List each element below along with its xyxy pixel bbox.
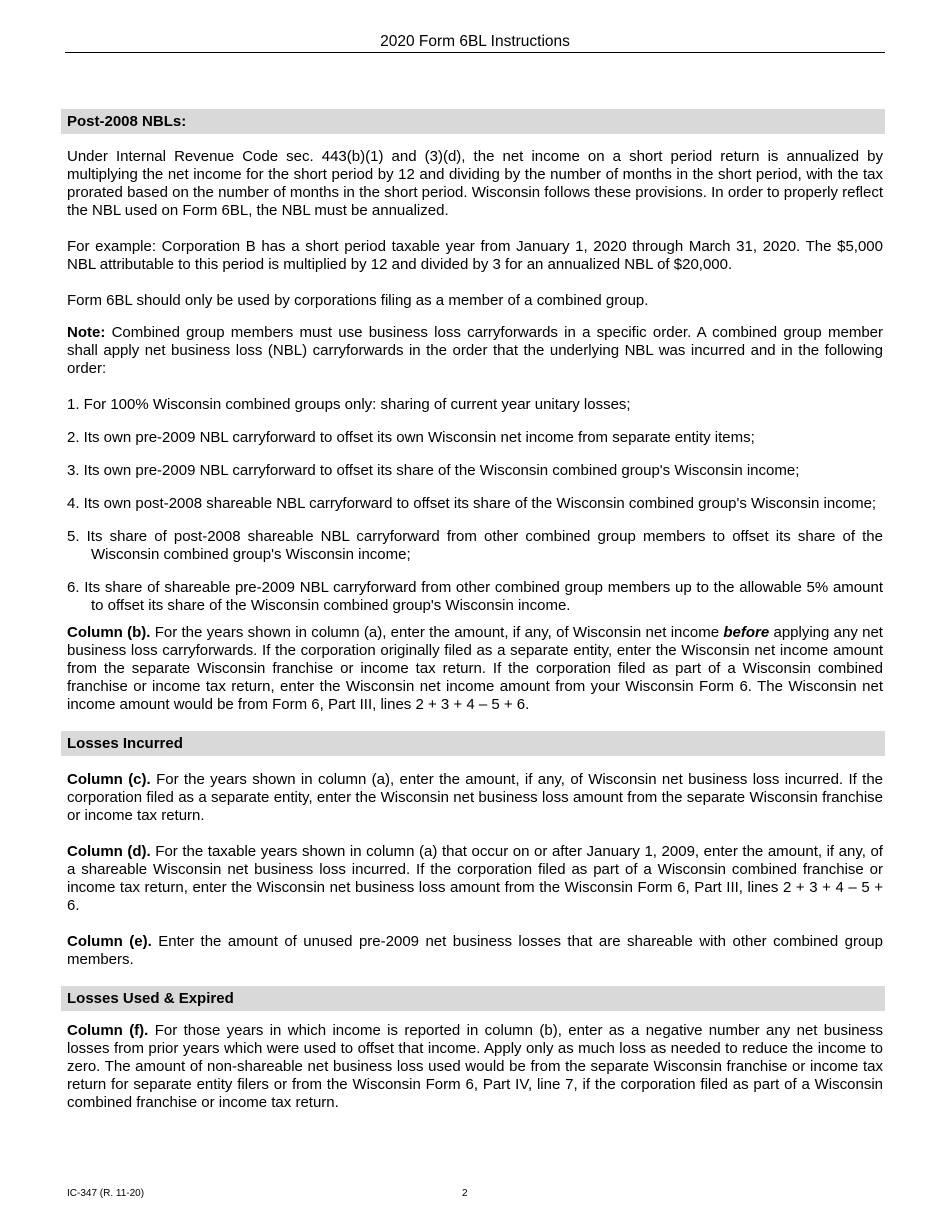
- page-header-title: 2020 Form 6BL Instructions: [380, 33, 570, 50]
- header-divider: [65, 52, 885, 53]
- list-item: 2. Its own pre-2009 NBL carryforward to offset its own Wisconsin net income from separate entity items;: [67, 429, 755, 446]
- note-paragraph: [61, 324, 885, 378]
- column-d-label: Column (d).: [67, 843, 151, 860]
- column-b-text-cont: applying any net business loss carryforwards. If the corporation originally filed as a separate entity, enter the Wisconsin net income amount from the separate Wisconsin franchise or income tax return. If the corporation filed as part of a Wisconsin combined franchise or income tax return, enter the Wisconsin net income amount from your Wisconsin Form 6. The Wisconsin net income amount would be from Form 6, Part III, lines 2 + 3 + 4 – 5 + 6.: [67, 624, 883, 713]
- column-b-emphasis: before: [723, 624, 770, 641]
- column-b-text: For the years shown in column (a), enter the amount, if any, of Wisconsin net income: [150, 624, 724, 641]
- column-e-text: Enter the amount of unused pre-2009 net business losses that are shareable with other combined group members.: [67, 933, 883, 968]
- short-period-paragraph: Under Internal Revenue Code sec. 443(b)(1) and (3)(d), the net income on a short period return is annualized by multiplying the net income for the short period by 12 and dividing by the number of months in the short period, with the tax prorated based on the number of months in the short period. Wisconsin follows these provisions. In order to properly reflect the NBL used on Form 6BL, the NBL must be annualized.: [67, 148, 883, 219]
- page-number: 2: [462, 1188, 468, 1199]
- form-number: IC-347 (R. 11-20): [67, 1188, 145, 1199]
- example-paragraph: For example: Corporation B has a short period taxable year from January 1, 2020 through March 31, 2020. The $5,000 NBL attributable to this period is multiplied by 12 and divided by 3 for an annualized NBL of $20,000.: [67, 238, 883, 273]
- instructions-body: [61, 109, 885, 1112]
- list-item: 4. Its own post-2008 shareable NBL carryforward to offset its share of the Wisconsin combined group's Wisconsin income;: [67, 495, 877, 512]
- column-c-text: For the years shown in column (a), enter the amount, if any, of Wisconsin net business loss incurred. If the corporation filed as a separate entity, enter the Wisconsin net business loss amount from the separate Wisconsin franchise or income tax return.: [67, 771, 884, 824]
- list-item: 6. Its share of shareable pre-2009 NBL carryforward from other combined group members up to the allowable 5% amount to offset its share of the Wisconsin combined group's Wisconsin income.: [67, 579, 883, 614]
- section-heading-losses-used: Losses Used & Expired: [61, 986, 885, 1011]
- column-f-paragraph: [61, 1022, 885, 1112]
- column-b-paragraph: [61, 624, 885, 714]
- section-heading-post2008: Post-2008 NBLs:: [61, 109, 885, 134]
- column-f-label: Column (f).: [67, 1022, 149, 1039]
- section-heading-losses-incurred: Losses Incurred: [61, 731, 885, 756]
- list-item: 1. For 100% Wisconsin combined groups only: sharing of current year unitary losses;: [67, 396, 631, 413]
- note-text: Combined group members must use business loss carryforwards in a specific order. A combined group member shall apply net business loss (NBL) carryforwards in the order that the underlying NBL was incurred and in the following order:: [67, 324, 883, 377]
- combined-group-paragraph: Form 6BL should only be used by corporations filing as a member of a combined group.: [67, 292, 649, 309]
- note-label: Note:: [67, 324, 106, 341]
- column-f-text: For those years in which income is reported in column (b), enter as a negative number any net business losses from prior years which were used to offset that income. Apply only as much loss as needed to reduce the income to zero. The amount of non-shareable net business loss used would be from the separate Wisconsin franchise or income tax return for separate entity filers or from the Wisconsin Form 6, Part IV, line 7, if the corporation filed as part of a Wisconsin combined franchise or income tax return.: [67, 1022, 883, 1111]
- list-item: 3. Its own pre-2009 NBL carryforward to offset its share of the Wisconsin combined group's Wisconsin income;: [67, 462, 800, 479]
- column-e-paragraph: [61, 933, 885, 969]
- column-c-label: Column (c).: [67, 771, 151, 788]
- column-d-text: For the taxable years shown in column (a) that occur on or after January 1, 2009, enter the amount, if any, of a shareable Wisconsin net business loss incurred. If the corporation filed as part of a Wisconsin combined franchise or income tax return, enter the Wisconsin net business loss amount from the Wisconsin Form 6, Part III, lines 2 + 3 + 4 – 5 + 6.: [67, 843, 883, 914]
- column-b-label: Column (b).: [67, 624, 151, 641]
- column-c-paragraph: [61, 771, 885, 825]
- list-item: 5. Its share of post-2008 shareable NBL carryforward from other combined group members to offset its share of the Wisconsin combined group's Wisconsin income;: [67, 528, 883, 563]
- column-d-paragraph: [61, 843, 885, 915]
- column-e-label: Column (e).: [67, 933, 152, 950]
